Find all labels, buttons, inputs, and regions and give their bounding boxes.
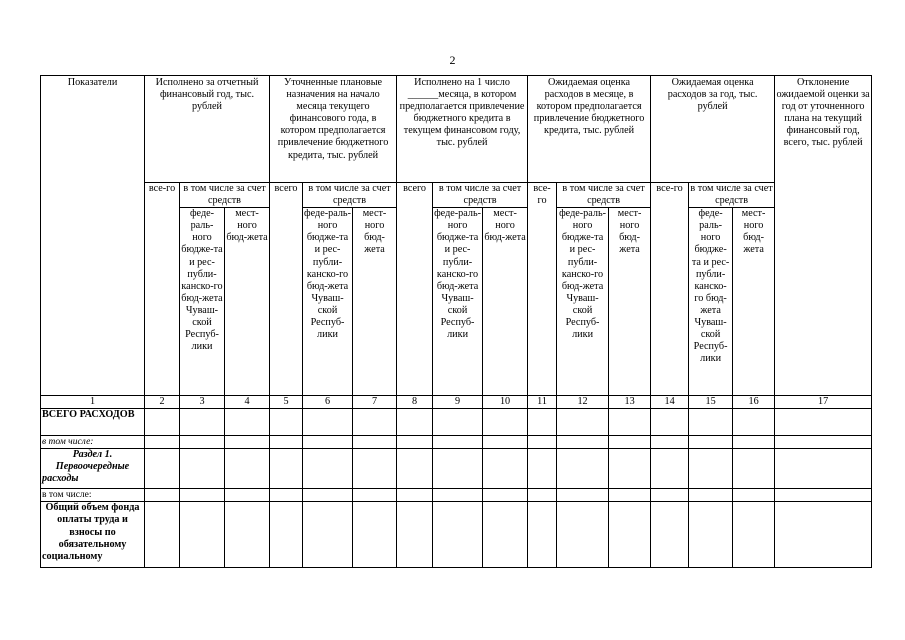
column-number-row xyxy=(41,396,872,409)
header-incl-2: в том числе за счет средств xyxy=(303,183,397,208)
column-number: 15 xyxy=(689,396,733,409)
header-federal-5: феде-раль-ного бюдже-та и рес-публи-канско-го бюд-жета Чуваш-ской Респуб-лики xyxy=(689,208,733,396)
header-group-2: Уточненные плановые назначения на начало месяца текущего финансового года, в котором предполагается привлечение бюджетного кредита, тыс. рублей xyxy=(270,76,397,183)
column-number: 4 xyxy=(225,396,270,409)
table-row xyxy=(41,489,872,502)
header-local-3: мест-ного бюд-жета xyxy=(483,208,528,396)
column-number: 8 xyxy=(397,396,433,409)
table-row xyxy=(41,502,872,568)
header-incl-1: в том числе за счет средств xyxy=(180,183,270,208)
header-group-3: Исполнено на 1 число ______месяца, в котором предполагается привлечение бюджетного кредита в текущем финансовом году, тыс. рублей xyxy=(397,76,528,183)
row-label-section-1: Раздел 1. Первоочередные расходы xyxy=(41,449,145,489)
column-number: 11 xyxy=(528,396,557,409)
header-total-3: всего xyxy=(397,183,433,396)
column-number: 17 xyxy=(775,396,872,409)
report-table xyxy=(40,75,872,568)
header-total-1: все-го xyxy=(145,183,180,396)
page-number: 2 xyxy=(449,53,456,67)
header-incl-5: в том числе за счет средств xyxy=(690,183,773,207)
table-row xyxy=(41,449,872,489)
column-number: 9 xyxy=(433,396,483,409)
column-number: 13 xyxy=(609,396,651,409)
header-group-5: Ожидаемая оценка расходов за год, тыс. рублей xyxy=(651,76,775,183)
row-label-including-2: в том числе: xyxy=(41,489,145,502)
header-local-1: мест-ного бюд-жета xyxy=(225,208,270,396)
column-number: 14 xyxy=(651,396,689,409)
header-total-4: все-го xyxy=(528,183,557,396)
header-group-4: Ожидаемая оценка расходов в месяце, в котором предполагается привлечение бюджетного кредита, тыс. рублей xyxy=(528,76,651,183)
column-number: 12 xyxy=(557,396,609,409)
header-federal-2: феде-раль-ного бюдже-та и рес-публи-канско-го бюд-жета Чуваш-ской Респуб-лики xyxy=(303,208,353,396)
column-number: 16 xyxy=(733,396,775,409)
header-group-1: Исполнено за отчетный финансовый год, тыс. рублей xyxy=(145,76,270,183)
row-label-total-expenses: ВСЕГО РАСХОДОВ xyxy=(41,409,145,436)
header-federal-3: феде-раль-ного бюдже-та и рес-публи-канско-го бюд-жета Чуваш-ской Респуб-лики xyxy=(433,208,483,396)
column-number: 2 xyxy=(145,396,180,409)
column-number: 6 xyxy=(303,396,353,409)
header-total-5: все-го xyxy=(651,183,689,396)
column-number: 1 xyxy=(41,396,145,409)
row-label-payroll-fund: Общий объем фонда оплаты труда и взносы по обязательному социальному xyxy=(41,502,145,568)
table-row xyxy=(41,436,872,449)
header-federal-1: феде-раль-ного бюдже-та и рес-публи-канско-го бюд-жета Чуваш-ской Респуб-лики xyxy=(180,208,225,396)
header-local-5: мест-ного бюд-жета xyxy=(733,208,775,396)
column-number: 3 xyxy=(180,396,225,409)
header-deviation: Отклонение ожидаемой оценки за год от уточненного плана на текущий финансовый год, всего, тыс. рублей xyxy=(775,76,872,396)
header-local-2: мест-ного бюд-жета xyxy=(353,208,397,396)
header-total-2: всего xyxy=(270,183,303,396)
header-incl-4: в том числе за счет средств xyxy=(557,183,651,208)
header-local-4: мест-ного бюд-жета xyxy=(609,208,651,396)
column-number: 5 xyxy=(270,396,303,409)
header-federal-4: феде-раль-ного бюдже-та и рес-публи-канско-го бюд-жета Чуваш-ской Респуб-лики xyxy=(557,208,609,396)
column-number: 7 xyxy=(353,396,397,409)
row-label-including: в том числе: xyxy=(41,436,145,449)
table-row xyxy=(41,409,872,436)
header-incl-3: в том числе за счет средств xyxy=(433,183,528,208)
column-number: 10 xyxy=(483,396,528,409)
header-indicators: Показатели xyxy=(41,76,145,396)
